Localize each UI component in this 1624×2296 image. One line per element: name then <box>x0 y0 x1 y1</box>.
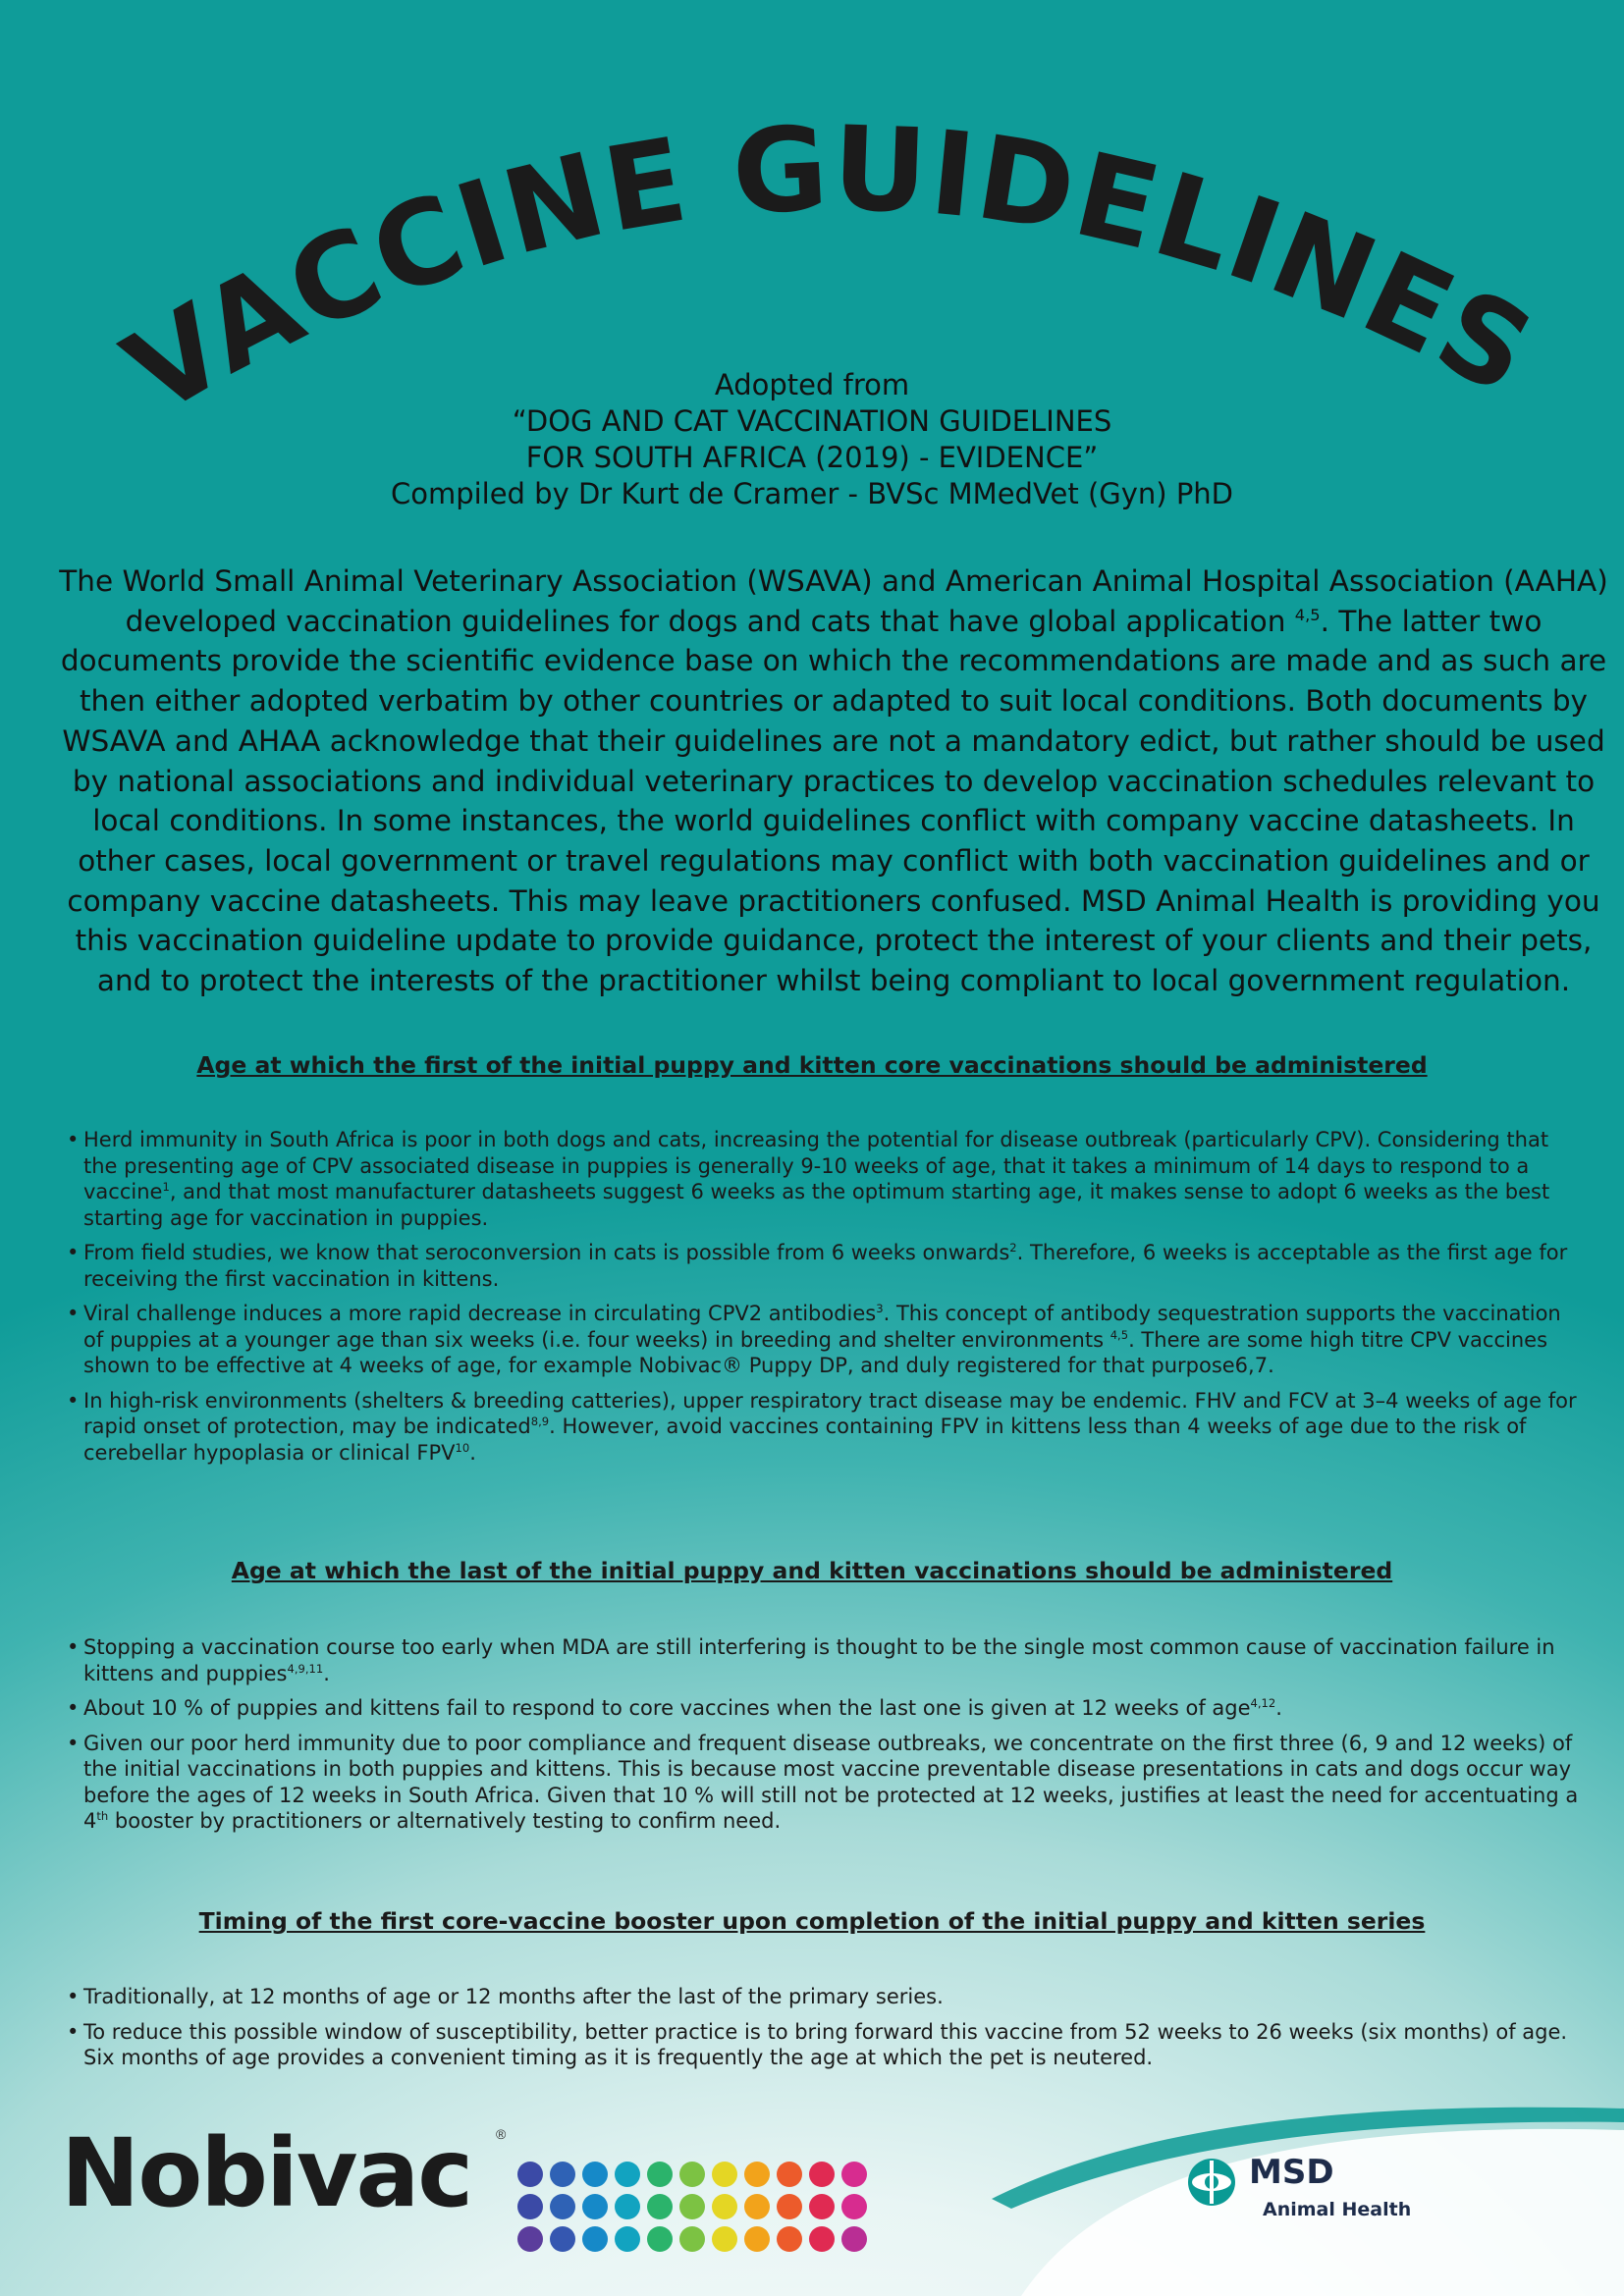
logo-dot <box>647 2162 673 2187</box>
company-subtitle: Animal Health <box>1263 2199 1412 2220</box>
intro-text: The World Small Animal Veterinary Association (WSAVA) and American Animal Hospital Association (AAHA) developed vaccination guidelines for dogs and cats that have global application <box>59 564 1608 638</box>
intro-paragraph <box>57 561 1610 1001</box>
logo-dot <box>647 2226 673 2252</box>
section-heading: Age at which the last of the initial puppy and kitten vaccinations should be administered <box>231 1557 1393 1584</box>
logo-dot <box>582 2226 608 2252</box>
logo-dot <box>841 2162 867 2187</box>
logo-dot <box>647 2194 673 2219</box>
bullet-list <box>67 1634 1587 1843</box>
logo-dot <box>712 2162 737 2187</box>
list-item: • Herd immunity in South Africa is poor in both dogs and cats, increasing the potential for disease outbreak (particularly CPV). Considering that the presenting age of CPV associated disease in puppies is generally 9-10 weeks of age, that it takes a minimum of 14 days to respond to a vaccine$^1$, and that most manufacturer datasheets suggest 6 weeks as the optimum starting age, it makes sense to adopt 6 weeks as the best starting age for vaccination in puppies. <box>67 1127 1587 1231</box>
logo-dot <box>679 2162 705 2187</box>
logo-dot <box>582 2162 608 2187</box>
list-item: • From field studies, we know that seroconversion in cats is possible from 6 weeks onwards$^2$. Therefore, 6 weeks is acceptable as the first age for receiving the first vaccination in kittens. <box>67 1240 1587 1292</box>
logo-dot <box>615 2194 640 2219</box>
registered-mark: ® <box>496 2126 507 2142</box>
msd-logo-icon <box>1186 2157 1237 2208</box>
logo-dot <box>550 2194 575 2219</box>
nobivac-dots <box>517 2162 867 2252</box>
list-item: • Given our poor herd immunity due to poor compliance and frequent disease outbreaks, we concentrate on the first three (6, 9 and 12 weeks) of the initial vaccinations in both puppies and kittens. This is because most vaccine preventable disease presentations in cats and dogs occur way before the ages of 12 weeks in South Africa. Given that 10 % will still not be protected at 12 weeks, justifies at least the need for accentuating a 4th booster by practitioners or alternatively testing to confirm need. <box>67 1731 1587 1835</box>
logo-dot <box>777 2226 802 2252</box>
logo-dot <box>679 2226 705 2252</box>
section-heading: Age at which the first of the initial puppy and kitten core vaccinations should be administered <box>196 1051 1428 1079</box>
page-title-text: VACCINE GUIDELINES <box>103 100 1555 441</box>
logo-dot <box>615 2162 640 2187</box>
logo-dot <box>712 2226 737 2252</box>
section-heading: Timing of the first core-vaccine booster upon completion of the initial puppy and kitten series <box>198 1907 1426 1935</box>
logo-dot <box>777 2194 802 2219</box>
subtitle-line: Adopted from <box>714 368 910 401</box>
list-item: • Stopping a vaccination course too early when MDA are still interfering is thought to be the single most common cause of vaccination failure in kittens and puppies$^{4,9,11}$. <box>67 1634 1587 1686</box>
list-item: • Traditionally, at 12 months of age or 12 months after the last of the primary series. <box>67 1984 1587 2010</box>
logo-dot <box>550 2162 575 2187</box>
subtitle-line: Compiled by Dr Kurt de Cramer - BVSc MMedVet (Gyn) PhD <box>390 477 1234 510</box>
logo-dot <box>841 2194 867 2219</box>
logo-dot <box>550 2226 575 2252</box>
subtitle-line: “DOG AND CAT VACCINATION GUIDELINES <box>512 404 1112 438</box>
logo-dot <box>582 2194 608 2219</box>
logo-dot <box>679 2194 705 2219</box>
logo-dot <box>517 2226 543 2252</box>
nobivac-logo: Nobivac <box>61 2118 472 2228</box>
list-item: • To reduce this possible window of susceptibility, better practice is to bring forward this vaccine from 52 weeks to 26 weeks (six months) of age. Six months of age provides a convenient timing as it is frequently the age at which the pet is neutered. <box>67 2019 1587 2071</box>
logo-dot <box>712 2194 737 2219</box>
logo-dot <box>744 2162 770 2187</box>
subtitle-line: FOR SOUTH AFRICA (2019) - EVIDENCE” <box>525 441 1099 474</box>
logo-dot <box>809 2194 835 2219</box>
reference-mark: 4,5 <box>1294 605 1321 624</box>
intro-text: . The latter two documents provide the scientific evidence base on which the recommendations are made and as such are then either adopted verbatim by other countries or adapted to suit local conditions. Both documents by WSAVA and AHAA acknowledge that their guidelines are not a mandatory edict, but rather should be used by national associations and individual veterinary practices to develop vaccination schedules relevant to local conditions. In some instances, the world guidelines conflict with company vaccine datasheets. In other cases, local government or travel regulations may conflict with both vaccination guidelines and or company vaccine datasheets. This may leave practitioners confused. MSD Animal Health is providing you this vaccination guideline update to provide guidance, protect the interest of your clients and their pets, and to protect the interests of the practitioner whilst being compliant to local government regulation. <box>60 604 1607 998</box>
list-item: • About 10 % of puppies and kittens fail to respond to core vaccines when the last one is given at 12 weeks of age$^{4,12}$. <box>67 1695 1587 1722</box>
logo-dot <box>809 2226 835 2252</box>
logo-dot <box>809 2162 835 2187</box>
list-item: • In high-risk environments (shelters & breeding catteries), upper respiratory tract disease may be endemic. FHV and FCV at 3–4 weeks of age for rapid onset of protection, may be indicated$^{8,9}$. However, avoid vaccines containing FPV in kittens less than 4 weeks of age due to the risk of cerebellar hypoplasia or clinical FPV$^{10}$. <box>67 1388 1587 1467</box>
subtitle-block <box>0 367 1624 512</box>
logo-dot <box>517 2194 543 2219</box>
logo-dot <box>777 2162 802 2187</box>
logo-dot <box>841 2226 867 2252</box>
company-name: MSD <box>1249 2153 1334 2192</box>
logo-dot <box>744 2194 770 2219</box>
logo-dot <box>615 2226 640 2252</box>
bullet-list <box>67 1127 1587 1474</box>
logo-dot <box>517 2162 543 2187</box>
logo-dot <box>744 2226 770 2252</box>
list-item: • Viral challenge induces a more rapid decrease in circulating CPV2 antibodies$^3$. This concept of antibody sequestration supports the vaccination of puppies at a younger age than six weeks (i.e. four weeks) in breeding and shelter environments $^{4,5}$. There are some high titre CPV vaccines shown to be effective at 4 weeks of age, for example Nobivac® Puppy DP, and duly registered for that purpose6,7. <box>67 1301 1587 1379</box>
